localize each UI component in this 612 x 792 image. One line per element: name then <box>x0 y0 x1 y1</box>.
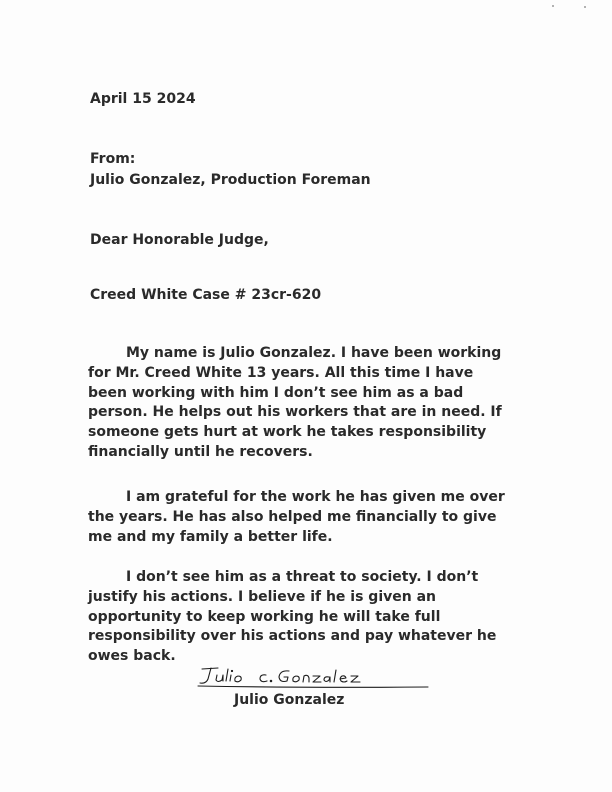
signed-name: Julio Gonzalez <box>234 692 345 708</box>
paragraph-line: My name is Julio Gonzalez. I have been working <box>126 345 502 361</box>
paragraph-line: justify his actions. I believe if he is given an <box>88 588 436 605</box>
letter-date: April 15 2024 <box>90 91 196 107</box>
body-paragraph-2 <box>88 488 505 547</box>
from-label: From: <box>90 151 136 167</box>
paragraph-line: owes back. <box>88 648 176 665</box>
paragraph-line: I am grateful for the work he has given me over <box>126 489 505 505</box>
paragraph-line: person. He helps out his workers that are in need. If <box>88 404 502 421</box>
paragraph-line: me and my family a better life. <box>88 528 333 545</box>
case-reference: Creed White Case # 23cr-620 <box>90 287 322 303</box>
paragraph-line: someone gets hurt at work he takes responsibility <box>88 424 487 441</box>
handwritten-signature <box>196 660 432 692</box>
paragraph-line: opportunity to keep working he will take full <box>88 608 441 625</box>
salutation: Dear Honorable Judge, <box>90 232 269 248</box>
body-paragraph-3 <box>88 568 496 667</box>
paragraph-line: been working with him I don’t see him as a bad <box>88 384 464 401</box>
body-paragraph-1 <box>88 344 502 463</box>
paragraph-line: financially until he recovers. <box>88 443 313 460</box>
sender-name-title: Julio Gonzalez, Production Foreman <box>90 172 371 188</box>
scan-speck <box>552 5 554 7</box>
scan-speck <box>584 6 586 8</box>
paragraph-line: I don’t see him as a threat to society. I don’t <box>126 569 479 585</box>
paragraph-line: the years. He has also helped me financially to give <box>88 508 497 525</box>
paragraph-line: responsibility over his actions and pay whatever he <box>88 628 497 645</box>
paragraph-line: for Mr. Creed White 13 years. All this time I have <box>88 364 474 381</box>
